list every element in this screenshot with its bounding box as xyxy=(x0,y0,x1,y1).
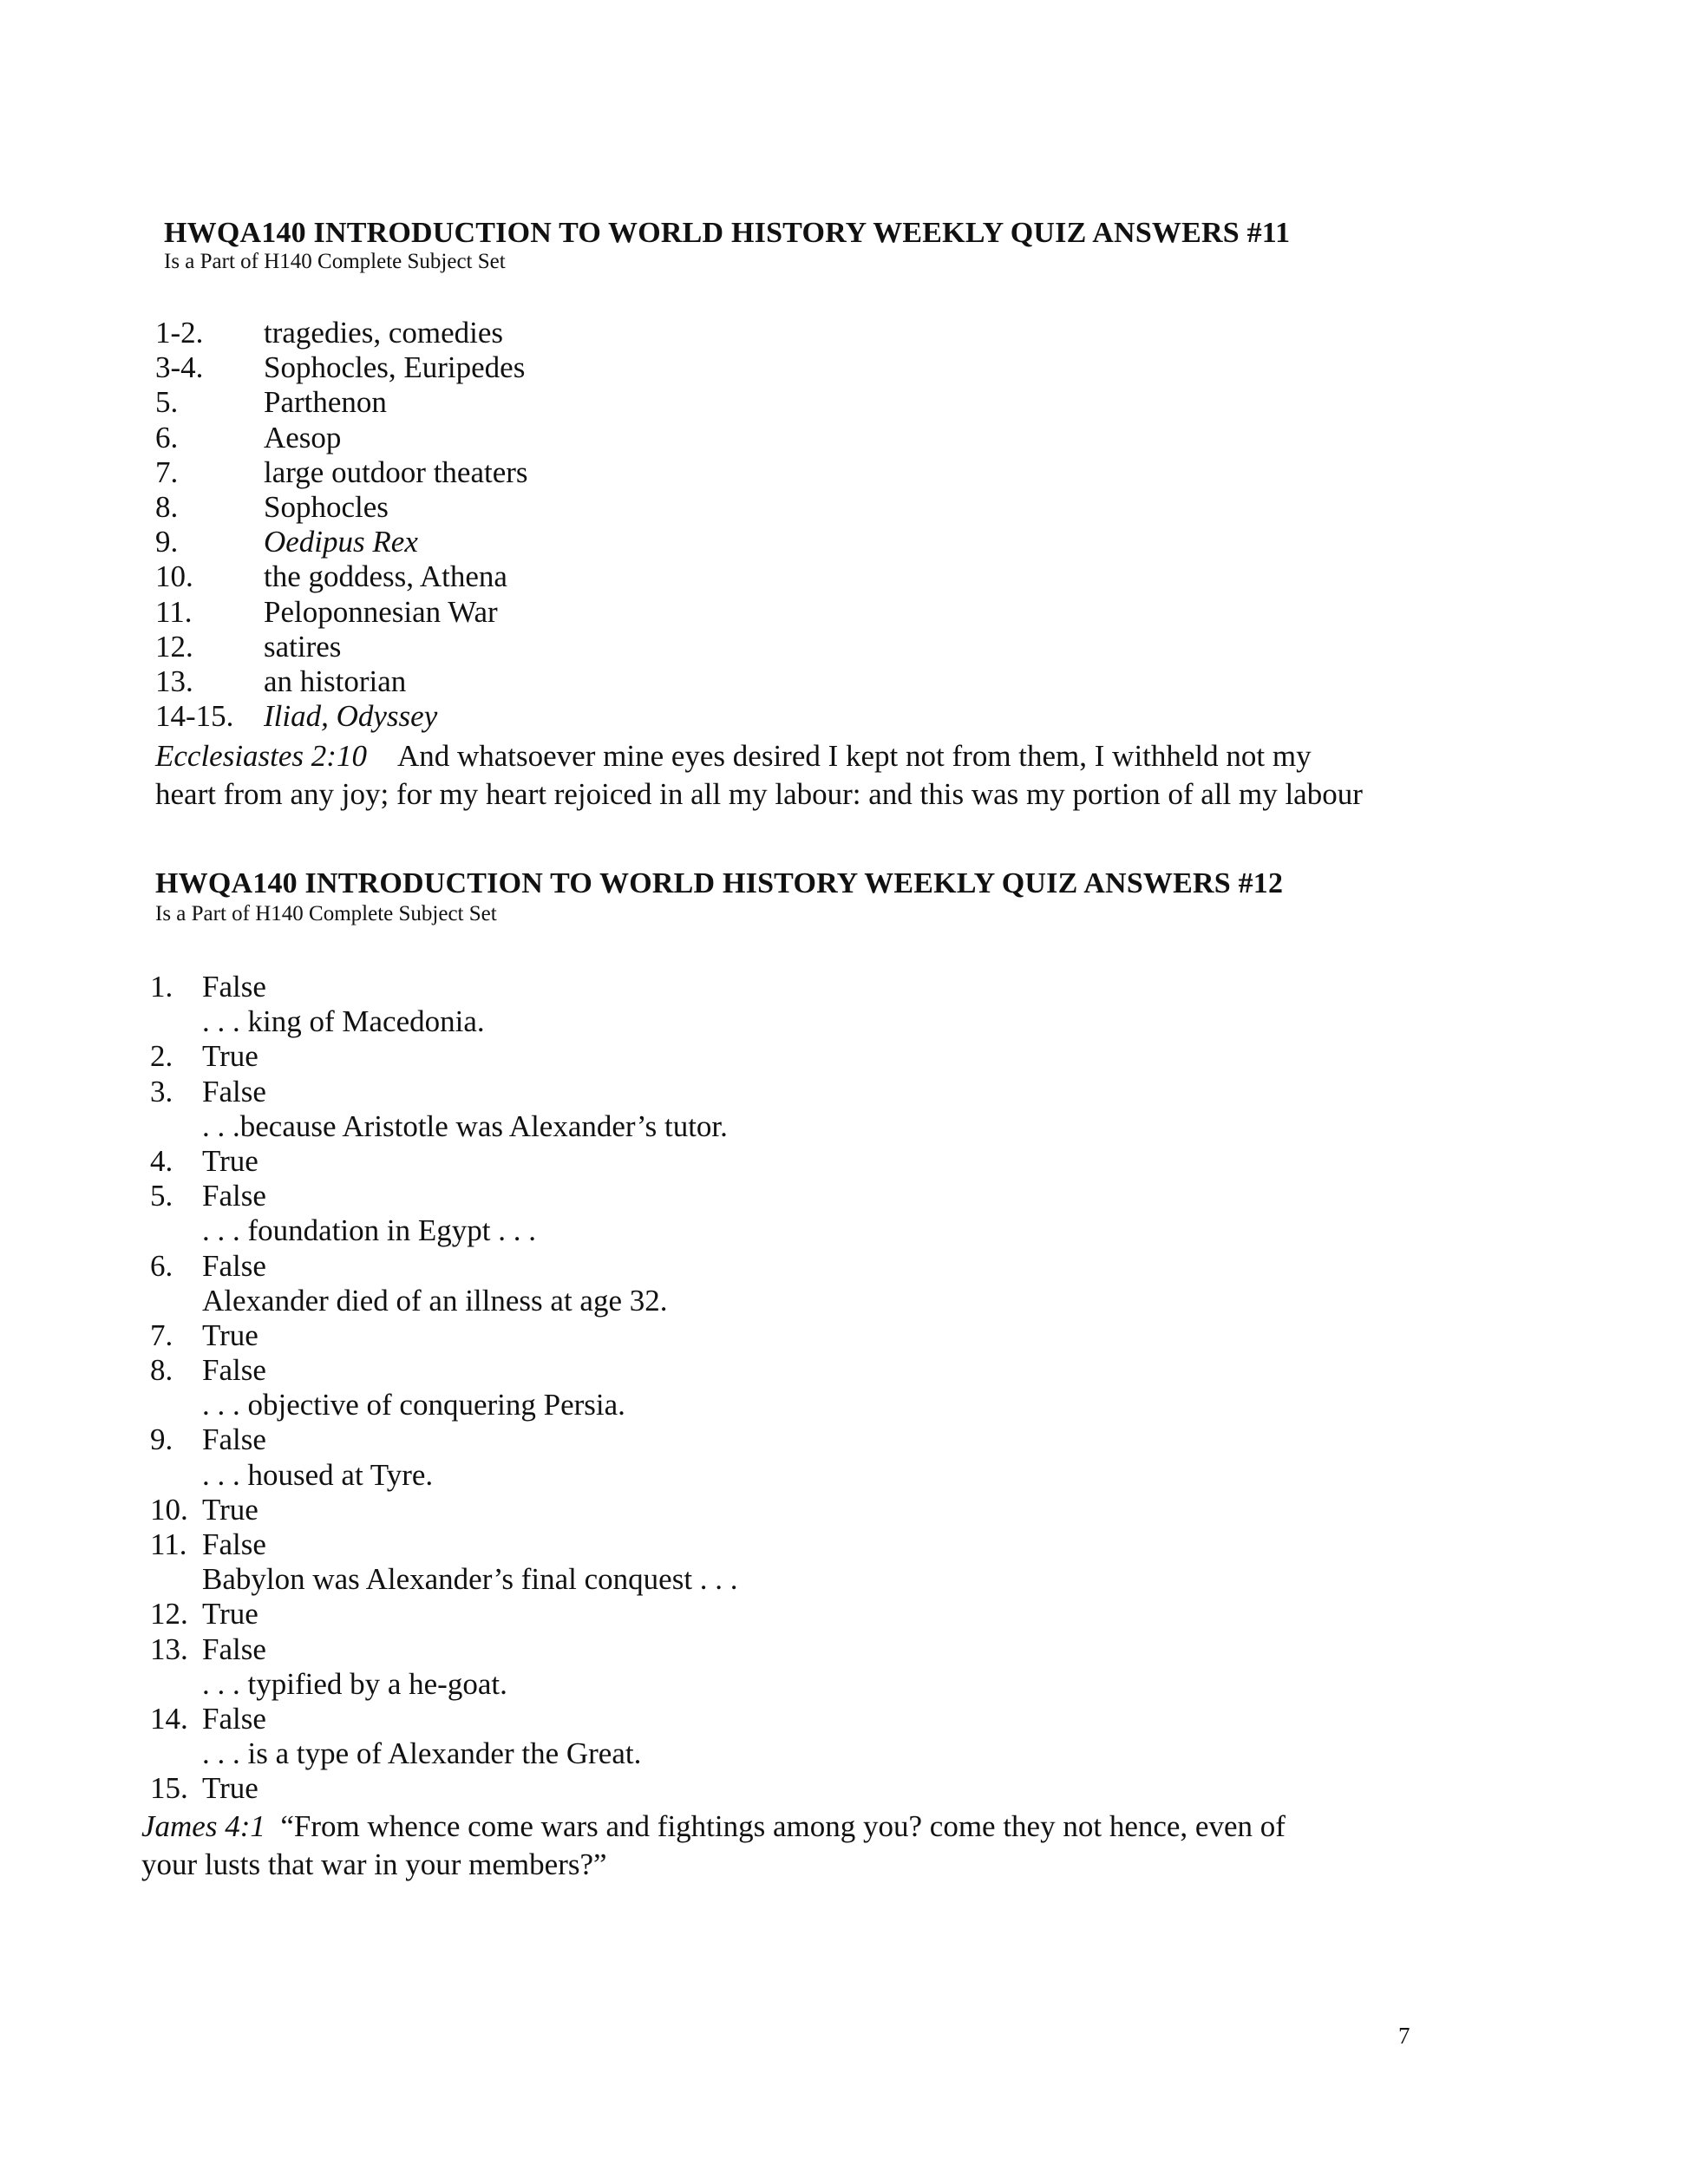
answer-text: . . . is a type of Alexander the Great. xyxy=(202,1736,642,1771)
answer-explanation xyxy=(150,1284,1451,1318)
verse-text-line1: And whatsoever mine eyes desired I kept not from them, I withheld not my xyxy=(396,739,1312,773)
answer-item xyxy=(155,525,1456,559)
verse-reference: James 4:1 xyxy=(141,1809,265,1843)
answer-text: True xyxy=(202,1492,258,1527)
answer-text: Parthenon xyxy=(264,385,387,420)
answer-text: large outdoor theaters xyxy=(264,454,528,489)
answer-item xyxy=(155,595,1456,630)
answer-number: 11. xyxy=(155,594,193,629)
answer-number: 12. xyxy=(150,1597,188,1631)
answer-number: 5. xyxy=(155,385,179,420)
answer-text: False xyxy=(202,1074,266,1108)
answer-text: False xyxy=(202,1527,266,1561)
answer-item xyxy=(150,1353,1451,1388)
answer-item xyxy=(150,1422,1451,1457)
answer-item xyxy=(150,1702,1451,1736)
answer-text: . . . housed at Tyre. xyxy=(202,1457,434,1492)
answer-text: True xyxy=(202,1039,258,1074)
answer-explanation xyxy=(150,1213,1451,1248)
answer-number: 7. xyxy=(155,454,179,489)
answer-text: . . . objective of conquering Persia. xyxy=(202,1388,625,1422)
answer-number: 5. xyxy=(150,1179,173,1213)
answer-text: . . . king of Macedonia. xyxy=(202,1004,485,1039)
answer-text: Iliad, Odyssey xyxy=(264,699,438,734)
quiz-12-verse xyxy=(141,1808,1286,1884)
answer-text: False xyxy=(202,1179,266,1213)
answer-item xyxy=(155,385,1456,420)
answer-explanation xyxy=(150,1109,1451,1144)
answer-item xyxy=(150,1075,1451,1109)
verse-text-line2: your lusts that war in your members?” xyxy=(141,1847,607,1881)
answer-number: 8. xyxy=(150,1353,173,1388)
answer-number: 11. xyxy=(150,1527,187,1561)
answer-item xyxy=(150,1249,1451,1284)
verse-text-line1: “From whence come wars and fightings among you? come they not hence, even of xyxy=(280,1809,1286,1843)
answer-number: 6. xyxy=(150,1248,173,1283)
answer-explanation xyxy=(150,1388,1451,1422)
answer-text: False xyxy=(202,1631,266,1666)
answer-number: 9. xyxy=(155,525,179,559)
answer-text: False xyxy=(202,1353,266,1388)
answer-item xyxy=(155,316,1456,350)
answer-number: 1. xyxy=(150,970,173,1004)
answer-item xyxy=(150,1527,1451,1562)
answer-number: 3-4. xyxy=(155,350,204,385)
answer-number: 8. xyxy=(155,489,179,524)
answer-number: 13. xyxy=(150,1631,188,1666)
answer-text: Aesop xyxy=(264,420,342,454)
answer-number: 14. xyxy=(150,1701,188,1736)
answer-item xyxy=(150,970,1451,1004)
answer-number: 10. xyxy=(155,559,193,594)
answer-item xyxy=(150,1318,1451,1353)
answer-number: 3. xyxy=(150,1074,173,1108)
answer-text: . . . foundation in Egypt . . . xyxy=(202,1213,536,1248)
answer-item xyxy=(155,630,1456,664)
answer-item xyxy=(155,664,1456,699)
answer-explanation xyxy=(150,1004,1451,1039)
answer-text: Alexander died of an illness at age 32. xyxy=(202,1283,668,1318)
quiz-11-title: HWQA140 INTRODUCTION TO WORLD HISTORY WEEKLY QUIZ ANSWERS #11 xyxy=(164,217,1291,249)
answer-item xyxy=(155,699,1456,734)
quiz-11-verse xyxy=(155,737,1363,814)
answer-text: . . .because Aristotle was Alexander’s tutor. xyxy=(202,1108,728,1143)
answer-number: 15. xyxy=(150,1771,188,1806)
verse-reference: Ecclesiastes 2:10 xyxy=(155,739,367,773)
answer-item xyxy=(150,1039,1451,1074)
quiz-12-subtitle: Is a Part of H140 Complete Subject Set xyxy=(155,902,497,925)
answer-number: 7. xyxy=(150,1318,173,1352)
answer-text: the goddess, Athena xyxy=(264,559,507,594)
answer-explanation xyxy=(150,1458,1451,1493)
answer-number: 4. xyxy=(150,1143,173,1178)
answer-text: . . . typified by a he-goat. xyxy=(202,1666,507,1701)
answer-explanation xyxy=(150,1736,1451,1771)
answer-item xyxy=(155,350,1456,385)
answer-item xyxy=(150,1632,1451,1667)
answer-text: Sophocles xyxy=(264,489,389,524)
answer-text: Sophocles, Euripedes xyxy=(264,350,526,385)
answer-item xyxy=(150,1179,1451,1213)
answer-item xyxy=(155,490,1456,525)
answer-item xyxy=(150,1144,1451,1179)
page-number: 7 xyxy=(1398,2023,1410,2049)
answer-text: satires xyxy=(264,629,342,664)
answer-explanation xyxy=(150,1562,1451,1597)
answer-number: 10. xyxy=(150,1492,188,1527)
answer-text: Oedipus Rex xyxy=(264,525,418,559)
answer-text: False xyxy=(202,1701,266,1736)
verse-text-line2: heart from any joy; for my heart rejoiced in all my labour: and this was my portion of all my labour xyxy=(155,777,1363,811)
answer-text: an historian xyxy=(264,664,407,698)
answer-text: False xyxy=(202,1422,266,1457)
answer-number: 2. xyxy=(150,1039,173,1074)
answer-number: 1-2. xyxy=(155,316,204,350)
answer-item xyxy=(155,455,1456,490)
answer-item xyxy=(155,421,1456,455)
answer-number: 13. xyxy=(155,664,193,698)
answer-number: 9. xyxy=(150,1422,173,1457)
answer-explanation xyxy=(150,1667,1451,1702)
answer-number: 14-15. xyxy=(155,699,234,734)
answer-number: 6. xyxy=(155,420,179,454)
answer-item xyxy=(150,1493,1451,1527)
answer-text: True xyxy=(202,1318,258,1352)
answer-text: Peloponnesian War xyxy=(264,594,498,629)
answer-number: 12. xyxy=(155,629,193,664)
quiz-12-title: HWQA140 INTRODUCTION TO WORLD HISTORY WEEKLY QUIZ ANSWERS #12 xyxy=(155,867,1284,899)
answer-item xyxy=(155,559,1456,594)
answer-item xyxy=(150,1771,1451,1806)
quiz-11-subtitle: Is a Part of H140 Complete Subject Set xyxy=(164,250,506,273)
quiz-12-answer-list xyxy=(150,970,1451,1807)
answer-item xyxy=(150,1597,1451,1631)
answer-text: True xyxy=(202,1771,258,1806)
answer-text: True xyxy=(202,1143,258,1178)
quiz-11-answer-list xyxy=(155,316,1456,734)
answer-text: True xyxy=(202,1597,258,1631)
answer-text: tragedies, comedies xyxy=(264,316,504,350)
answer-text: False xyxy=(202,1248,266,1283)
answer-text: Babylon was Alexander’s final conquest . . . xyxy=(202,1562,738,1597)
answer-text: False xyxy=(202,970,266,1004)
